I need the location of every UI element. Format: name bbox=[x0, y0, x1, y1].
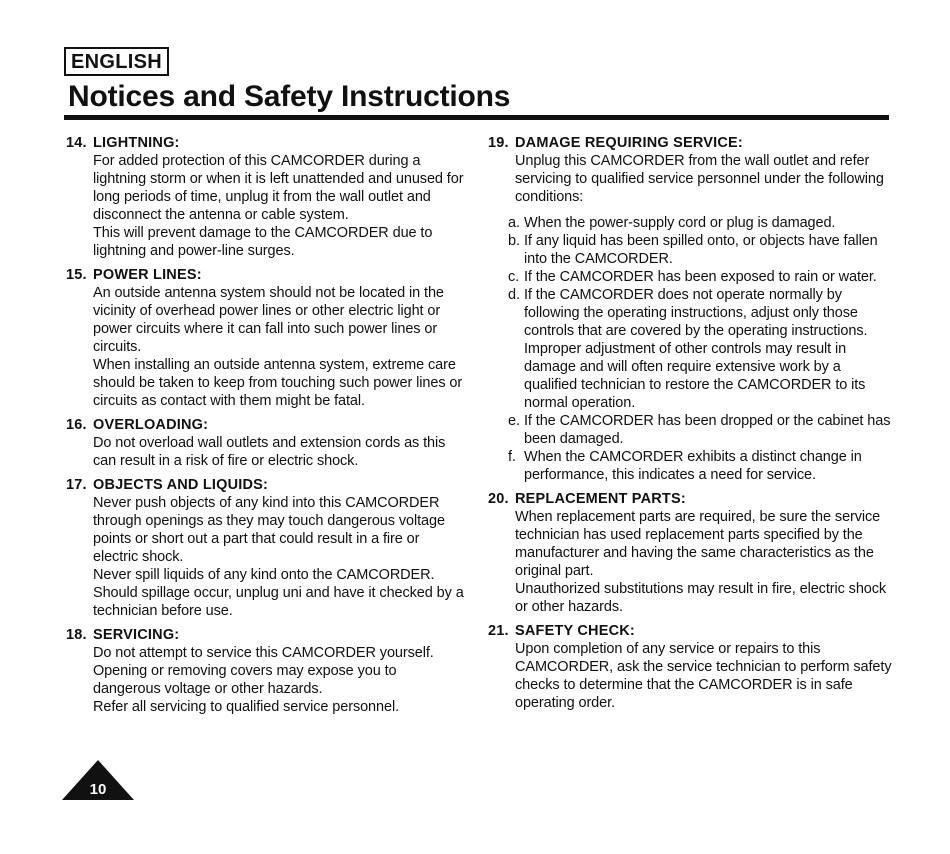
section-heading bbox=[66, 626, 466, 644]
item-text: When the power-supply cord or plug is damaged. bbox=[524, 215, 836, 231]
paragraph: Do not overload wall outlets and extension cords as this can result in a risk of fire or electric shock. bbox=[93, 435, 446, 469]
item-text: If the CAMCORDER has been dropped or the cabinet has been damaged. bbox=[524, 413, 891, 447]
section-number: 18. bbox=[66, 627, 87, 643]
section-replacement-parts bbox=[488, 490, 893, 616]
list-item bbox=[508, 214, 893, 232]
section-number: 17. bbox=[66, 477, 87, 493]
section-title: SERVICING: bbox=[93, 627, 180, 643]
section-heading bbox=[66, 134, 466, 152]
page-number-badge bbox=[62, 760, 134, 800]
section-heading bbox=[488, 622, 893, 640]
section-number: 14. bbox=[66, 135, 87, 151]
section-heading bbox=[66, 416, 466, 434]
section-lightning bbox=[66, 134, 466, 260]
list-item bbox=[508, 268, 893, 286]
paragraph: Never spill liquids of any kind onto the CAMCORDER. Should spillage occur, unplug uni and have it checked by a technician before use. bbox=[93, 567, 464, 619]
section-damage-requiring-service bbox=[488, 134, 893, 484]
page-number: 10 bbox=[89, 781, 107, 798]
item-text: When the CAMCORDER exhibits a distinct change in performance, this indicates a need for service. bbox=[524, 449, 862, 483]
paragraph: Unauthorized substitutions may result in fire, electric shock or other hazards. bbox=[515, 581, 887, 615]
paragraph: Upon completion of any service or repairs to this CAMCORDER, ask the service technician to perform safety checks to determine that the CAMCORDER is in safe operating order. bbox=[515, 641, 892, 711]
title-underline bbox=[64, 115, 889, 120]
section-heading bbox=[66, 476, 466, 494]
section-number: 16. bbox=[66, 417, 87, 433]
section-number: 21. bbox=[488, 623, 509, 639]
section-safety-check bbox=[488, 622, 893, 712]
paragraph: When replacement parts are required, be sure the service technician has used replacement parts specified by the manufacturer and having the same characteristics as the original part. bbox=[515, 509, 881, 579]
section-heading bbox=[488, 490, 893, 508]
section-number: 20. bbox=[488, 491, 509, 507]
section-number: 15. bbox=[66, 267, 87, 283]
item-letter: e. bbox=[508, 413, 520, 429]
section-title: SAFETY CHECK: bbox=[515, 623, 635, 639]
list-item bbox=[508, 286, 893, 412]
paragraph: Refer all servicing to qualified service personnel. bbox=[93, 699, 399, 715]
paragraph: When installing an outside antenna system, extreme care should be taken to keep from touching such power lines or circuits as contact with them might be fatal. bbox=[93, 357, 463, 409]
section-servicing bbox=[66, 626, 466, 716]
section-overloading bbox=[66, 416, 466, 470]
item-letter: c. bbox=[508, 269, 520, 285]
item-text: If the CAMCORDER does not operate normally by following the operating instructions, adjust only those controls that are covered by the operating instructions. Improper adjustment of other controls may result in damage and will often require extensive work by a qualified technician to restore the CAMCORDER to its normal operation. bbox=[524, 287, 868, 411]
paragraph: Never push objects of any kind into this CAMCORDER through openings as they may touch dangerous voltage points or short out a part that could result in a fire or electric shock. bbox=[93, 495, 445, 565]
item-text: If the CAMCORDER has been exposed to rain or water. bbox=[524, 269, 877, 285]
section-number: 19. bbox=[488, 135, 509, 151]
section-title: DAMAGE REQUIRING SERVICE: bbox=[515, 135, 743, 151]
list-item bbox=[508, 232, 893, 268]
page-title: Notices and Safety Instructions bbox=[68, 80, 511, 113]
section-title: LIGHTNING: bbox=[93, 135, 180, 151]
right-column bbox=[488, 134, 893, 718]
item-letter: b. bbox=[508, 233, 520, 249]
section-heading bbox=[488, 134, 893, 152]
paragraph: Unplug this CAMCORDER from the wall outlet and refer servicing to qualified service personnel under the following conditions: bbox=[515, 153, 884, 205]
section-title: POWER LINES: bbox=[93, 267, 202, 283]
section-objects-liquids bbox=[66, 476, 466, 620]
list-item bbox=[508, 412, 893, 448]
section-title: REPLACEMENT PARTS: bbox=[515, 491, 686, 507]
section-title: OBJECTS AND LIQUIDS: bbox=[93, 477, 269, 493]
paragraph: This will prevent damage to the CAMCORDER due to lightning and power-line surges. bbox=[93, 225, 433, 259]
paragraph: An outside antenna system should not be located in the vicinity of overhead power lines or other electric light or power circuits where it can fall into such power lines or circuits. bbox=[93, 285, 444, 355]
condition-list bbox=[488, 214, 893, 484]
list-item bbox=[508, 448, 893, 484]
section-heading bbox=[66, 266, 466, 284]
item-letter: f. bbox=[508, 449, 516, 465]
item-text: If any liquid has been spilled onto, or objects have fallen into the CAMCORDER. bbox=[524, 233, 878, 267]
language-label: ENGLISH bbox=[64, 47, 169, 76]
item-letter: a. bbox=[508, 215, 520, 231]
section-power-lines bbox=[66, 266, 466, 410]
left-column bbox=[66, 134, 466, 722]
section-title: OVERLOADING: bbox=[93, 417, 209, 433]
paragraph: For added protection of this CAMCORDER during a lightning storm or when it is left unattended and unused for long periods of time, unplug it from the wall outlet and disconnect the antenna or cable system. bbox=[93, 153, 464, 223]
item-letter: d. bbox=[508, 287, 520, 303]
paragraph: Do not attempt to service this CAMCORDER yourself. Opening or removing covers may expose you to dangerous voltage or other hazards. bbox=[93, 645, 434, 697]
